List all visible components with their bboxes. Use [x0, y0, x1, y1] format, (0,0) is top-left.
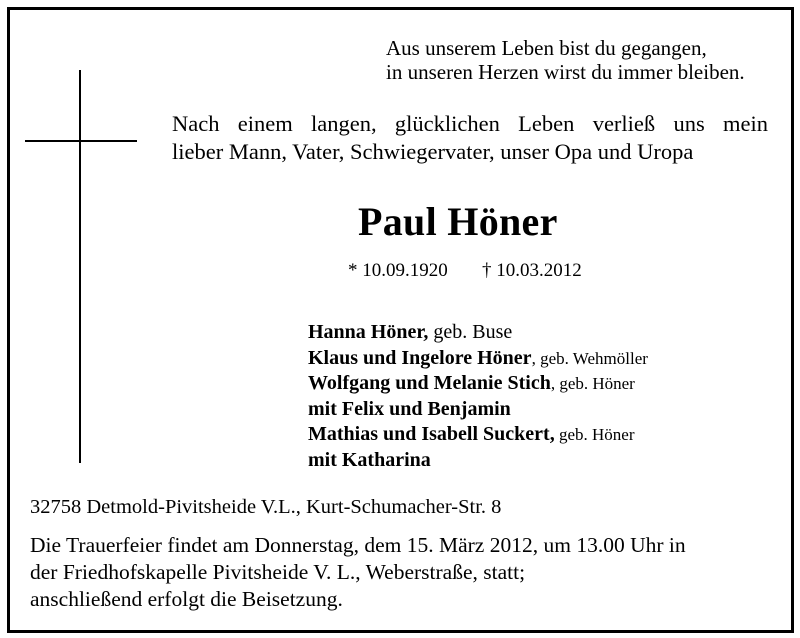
family-row	[308, 371, 648, 397]
family-name: mit Felix und Benjamin	[308, 397, 511, 420]
family-list	[308, 320, 648, 473]
service-line-1: Die Trauerfeier findet am Donnerstag, dem 15. März 2012, um 13.00 Uhr in	[30, 533, 686, 557]
birth-date: * 10.09.1920	[348, 260, 448, 281]
family-note: , geb. Wehmöller	[531, 348, 648, 368]
family-note: geb. Höner	[554, 425, 635, 444]
cross-icon-vertical	[79, 70, 81, 463]
family-row	[308, 320, 648, 346]
death-date: † 10.03.2012	[482, 260, 582, 281]
family-row	[308, 346, 648, 372]
intro-line-2: lieber Mann, Vater, Schwiegervater, unser Opa und Uropa	[172, 139, 694, 164]
family-note: , geb. Höner	[550, 374, 635, 393]
family-note: geb. Buse	[428, 321, 513, 343]
family-name: Wolfgang und Melanie Stich	[308, 372, 551, 394]
cross-icon-horizontal	[25, 140, 137, 142]
motto-line-1: Aus unserem Leben bist du gegangen,	[386, 36, 707, 60]
family-name: Mathias und Isabell Suckert,	[308, 423, 555, 445]
service-line-3: anschließend erfolgt die Beisetzung.	[30, 587, 343, 611]
family-name: Hanna Höner,	[308, 321, 429, 343]
service-info	[30, 532, 686, 613]
deceased-name: Paul Höner	[358, 199, 558, 244]
intro-text	[172, 110, 768, 166]
motto-line-2: in unseren Herzen wirst du immer bleiben.	[386, 60, 745, 84]
family-name: mit Katharina	[308, 448, 431, 471]
service-line-2: der Friedhofskapelle Pivitsheide V. L., Weberstraße, statt;	[30, 560, 526, 584]
intro-line-1: Nach einem langen, glücklichen Leben verließ uns mein	[172, 111, 768, 136]
family-row	[308, 422, 648, 448]
family-name: Klaus und Ingelore Höner	[308, 346, 532, 369]
family-row	[308, 397, 648, 423]
family-row	[308, 448, 648, 474]
address: 32758 Detmold-Pivitsheide V.L., Kurt-Schumacher-Str. 8	[30, 496, 502, 518]
